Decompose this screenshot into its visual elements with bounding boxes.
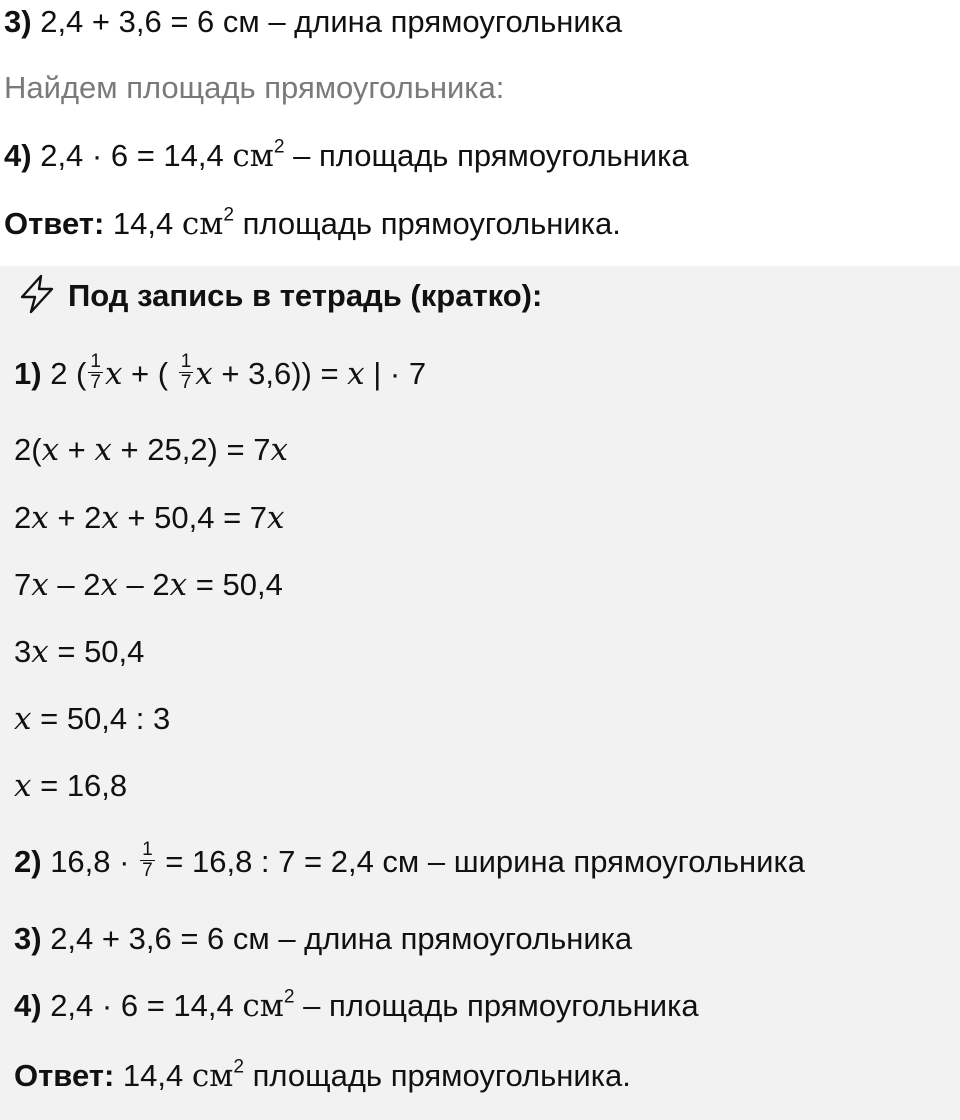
text-part: = 16,8 bbox=[31, 768, 128, 803]
unit: см bbox=[242, 988, 284, 1024]
text-part: = 16,8 : 7 = 2,4 см – ширина прямоугольника bbox=[156, 844, 805, 879]
unit: см bbox=[191, 1058, 234, 1094]
answer-post: площадь прямоугольника. bbox=[244, 1058, 631, 1093]
top-step-4 bbox=[4, 136, 689, 176]
text-part: = 50,4 bbox=[48, 634, 145, 669]
answer-pre: 14,4 bbox=[104, 206, 182, 241]
notebook-step-1 bbox=[14, 351, 427, 396]
variable-x: x bbox=[104, 356, 123, 392]
exponent: 2 bbox=[223, 204, 235, 226]
exponent: 2 bbox=[233, 1056, 245, 1078]
unit: см bbox=[232, 138, 274, 174]
lightning-icon bbox=[16, 273, 58, 315]
variable-x: x bbox=[31, 634, 49, 670]
fraction-denominator: 7 bbox=[90, 372, 101, 394]
step-number: 3) bbox=[4, 4, 32, 39]
notebook-step-2 bbox=[14, 839, 805, 884]
step-number: 4) bbox=[14, 988, 42, 1023]
text-part: + 2 bbox=[48, 500, 102, 535]
notebook-answer bbox=[14, 1056, 631, 1096]
top-answer bbox=[4, 204, 621, 244]
answer-pre: 14,4 bbox=[114, 1058, 192, 1093]
text-part: = 50,4 bbox=[187, 567, 283, 602]
text-part: + bbox=[59, 432, 95, 467]
text-part: | · 7 bbox=[364, 356, 427, 391]
answer-label: Ответ: bbox=[4, 206, 105, 241]
variable-x: x bbox=[94, 432, 112, 468]
equation-1 bbox=[14, 430, 288, 470]
notebook-title: Под запись в тетрадь (кратко): bbox=[68, 278, 543, 313]
fraction bbox=[88, 352, 103, 393]
exponent: 2 bbox=[273, 136, 285, 158]
variable-x: x bbox=[270, 432, 288, 468]
step-number: 3) bbox=[14, 921, 42, 956]
fraction bbox=[179, 352, 194, 393]
text-part: 16,8 · bbox=[41, 844, 139, 879]
text-part: 2 ( bbox=[41, 356, 87, 391]
unit: см bbox=[181, 206, 224, 242]
variable-x: x bbox=[347, 356, 365, 392]
fraction-denominator: 7 bbox=[142, 860, 153, 882]
fraction-denominator: 7 bbox=[180, 372, 192, 394]
variable-x: x bbox=[267, 500, 285, 536]
area-intro: Найдем площадь прямоугольника: bbox=[4, 70, 505, 105]
exponent: 2 bbox=[283, 986, 295, 1008]
variable-x: x bbox=[31, 567, 49, 603]
text-part: + 3,6)) = bbox=[212, 356, 348, 391]
step-text-post: – площадь прямоугольника bbox=[284, 138, 689, 173]
fraction bbox=[140, 840, 155, 881]
text-part: – 2 bbox=[48, 567, 101, 602]
text-part: + 25,2) = 7 bbox=[111, 432, 271, 467]
top-step-3 bbox=[4, 2, 622, 42]
fraction-numerator: 1 bbox=[142, 839, 153, 861]
answer-label: Ответ: bbox=[14, 1058, 115, 1093]
notebook-step-3 bbox=[14, 919, 632, 959]
variable-x: x bbox=[101, 500, 119, 536]
text-part: – 2 bbox=[117, 567, 170, 602]
equation-3 bbox=[14, 565, 283, 605]
step-text: 2,4 + 3,6 = 6 см – длина прямоугольника bbox=[41, 921, 633, 956]
equation-5 bbox=[14, 699, 170, 739]
variable-x: x bbox=[100, 567, 118, 603]
fraction-numerator: 1 bbox=[180, 351, 192, 373]
equation-4 bbox=[14, 632, 144, 672]
step-text-pre: 2,4 · 6 = 14,4 bbox=[41, 988, 243, 1023]
variable-x: x bbox=[169, 567, 188, 603]
variable-x: x bbox=[14, 768, 32, 804]
fraction-numerator: 1 bbox=[90, 351, 101, 373]
text-part: + ( bbox=[122, 356, 177, 391]
step-text-post: – площадь прямоугольника bbox=[294, 988, 699, 1023]
text-part: 2( bbox=[14, 432, 42, 467]
equation-2 bbox=[14, 498, 285, 538]
equation-6 bbox=[14, 766, 127, 806]
step-number: 4) bbox=[4, 138, 32, 173]
text-part: 3 bbox=[14, 634, 32, 669]
step-number: 1) bbox=[14, 356, 42, 391]
answer-post: площадь прямоугольника. bbox=[234, 206, 621, 241]
variable-x: x bbox=[31, 500, 49, 536]
variable-x: x bbox=[195, 356, 213, 392]
text-part: 7 bbox=[14, 567, 32, 602]
step-text: 2,4 + 3,6 = 6 см – длина прямоугольника bbox=[40, 4, 623, 39]
text-part: = 50,4 : 3 bbox=[31, 701, 171, 736]
text-part: + 50,4 = 7 bbox=[118, 500, 268, 535]
notebook-step-4 bbox=[14, 986, 699, 1026]
variable-x: x bbox=[14, 701, 32, 737]
text-part: 2 bbox=[14, 500, 32, 535]
variable-x: x bbox=[41, 432, 60, 468]
step-text-pre: 2,4 · 6 = 14,4 bbox=[40, 138, 233, 173]
step-number: 2) bbox=[14, 844, 42, 879]
